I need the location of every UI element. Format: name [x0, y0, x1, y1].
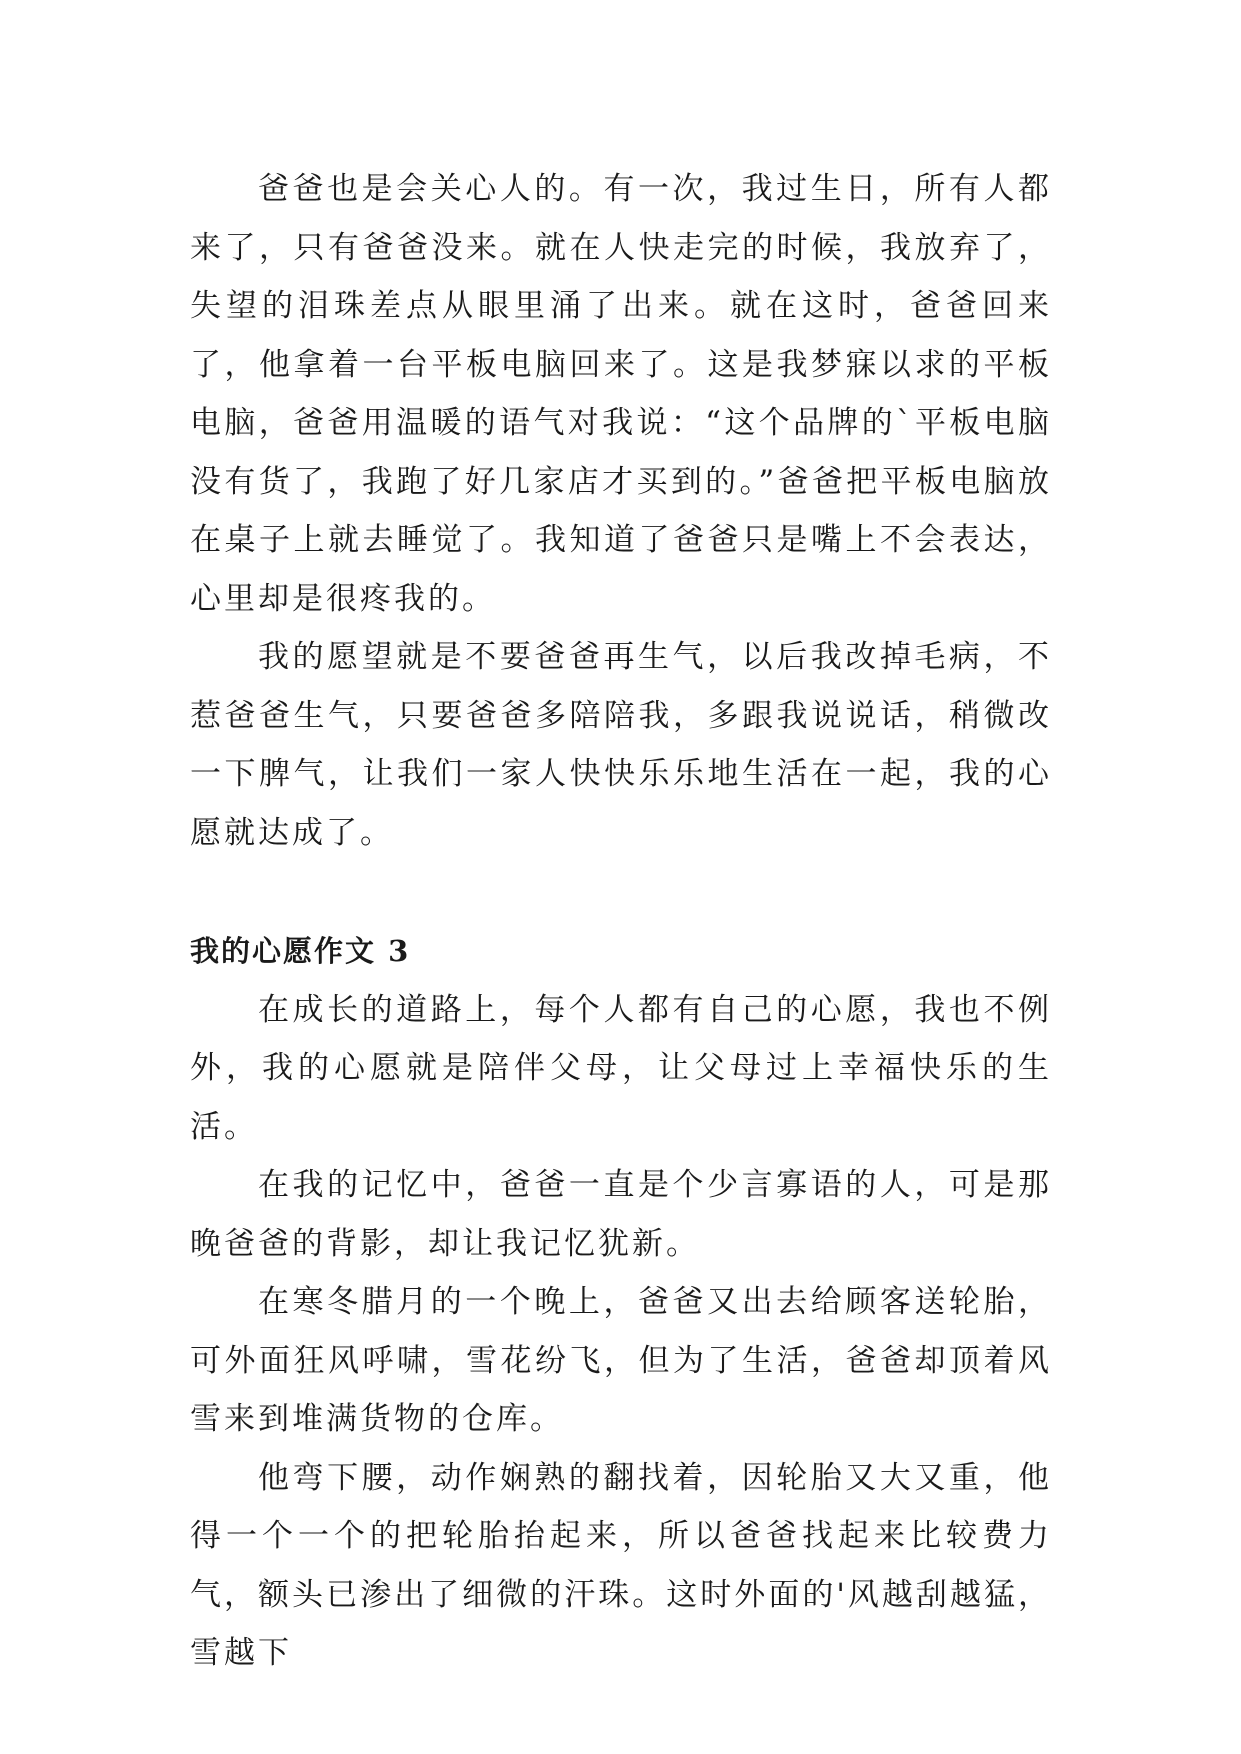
paragraph-father-birthday: 爸爸也是会关心人的。有一次，我过生日，所有人都来了，只有爸爸没来。就在人快走完的时候，我放弃了，失望的泪珠差点从眼里涌了出来。就在这时，爸爸回来了，他拿着一台平板电脑回来了。这是我梦寐以求的平板电脑，爸爸用温暖的语气对我说：“这个品牌的`平板电脑没有货了，我跑了好几家店才买到的。”爸爸把平板电脑放在桌子上就去睡觉了。我知道了爸爸只是嘴上不会表达，心里却是很疼我的。	[190, 171, 1052, 617]
section-title: 我的心愿作文 3	[190, 934, 411, 968]
paragraph-memory: 在我的记忆中，爸爸一直是个少言寡语的人，可是那晚爸爸的背影，却让我记忆犹新。	[190, 1167, 1052, 1262]
section-spacer	[190, 862, 1052, 922]
paragraph-growth-wish: 在成长的道路上，每个人都有自己的心愿，我也不例外，我的心愿就是陪伴父母，让父母过上幸福快乐的生活。	[190, 991, 1052, 1145]
paragraph-winter-night: 在寒冬腊月的一个晚上，爸爸又出去给顾客送轮胎，可外面狂风呼啸，雪花纷飞，但为了生活，爸爸却顶着风雪来到堆满货物的仓库。	[190, 1284, 1052, 1437]
paragraph-wish: 我的愿望就是不要爸爸再生气，以后我改掉毛病，不惹爸爸生气，只要爸爸多陪陪我，多跟我说说话，稍微改一下脾气，让我们一家人快快乐乐地生活在一起，我的心愿就达成了。	[190, 639, 1052, 851]
document-page	[190, 160, 1052, 1683]
paragraph-warehouse: 他弯下腰，动作娴熟的翻找着，因轮胎又大又重，他得一个一个的把轮胎抬起来，所以爸爸找起来比较费力气，额头已渗出了细微的汗珠。这时外面的'风越刮越猛，雪越下	[190, 1459, 1052, 1671]
